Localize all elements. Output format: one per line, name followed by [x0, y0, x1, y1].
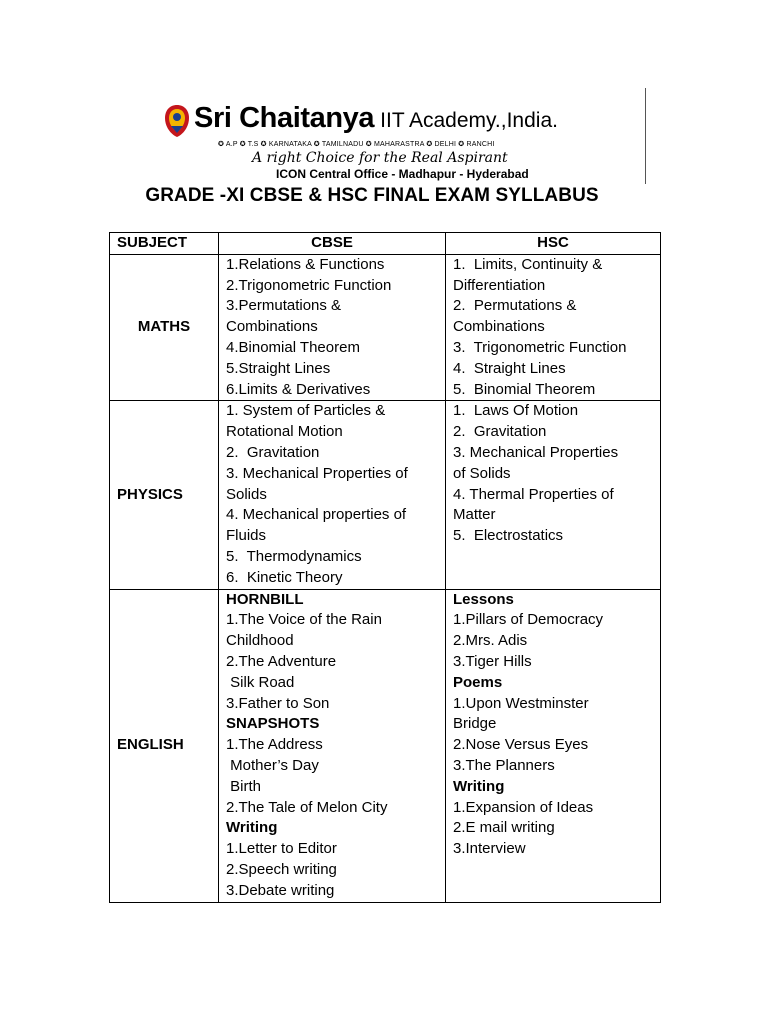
header-hsc: HSC	[446, 233, 661, 255]
subject-physics: PHYSICS	[110, 401, 219, 589]
list-item: 2. Gravitation	[453, 423, 547, 441]
list-item: 3.Father to Son	[226, 694, 330, 712]
list-item: 3.Interview	[453, 840, 526, 858]
list-item: 4. Straight Lines	[453, 359, 566, 377]
list-item: Childhood	[226, 632, 294, 650]
subject-maths: MATHS	[110, 254, 219, 401]
list-item: 6.Limits & Derivatives	[226, 380, 371, 398]
subject-english: ENGLISH	[110, 589, 219, 902]
list-item: 1.Pillars of Democracy	[453, 611, 604, 629]
list-item: 1.The Address	[226, 736, 323, 754]
list-item: 4.Binomial Theorem	[226, 338, 360, 356]
cbse-maths-cell	[219, 254, 446, 401]
section-heading: SNAPSHOTS	[226, 715, 320, 733]
list-item: 5. Binomial Theorem	[453, 380, 596, 398]
cbse-physics-cell	[219, 401, 446, 589]
table-row	[110, 589, 661, 902]
list-item: Differentiation	[453, 276, 546, 294]
table-header-row	[110, 233, 661, 255]
list-item: Solids	[226, 485, 267, 503]
list-item: 3.Tiger Hills	[453, 652, 532, 670]
list-item: 4. Thermal Properties of	[453, 485, 614, 503]
section-heading: HORNBILL	[226, 590, 304, 608]
list-item: 1. Laws Of Motion	[453, 402, 579, 420]
list-item: 1.Expansion of Ideas	[453, 798, 594, 816]
branch-locations: ✪ A.P ✪ T.S ✪ KARNATAKA ✪ TAMILNADU ✪ MAHARASTRA ✪ DELHI ✪ RANCHI	[218, 141, 495, 148]
table-row	[110, 401, 661, 589]
brand-suffix: IIT Academy.,India.	[380, 109, 558, 132]
header-cbse: CBSE	[219, 233, 446, 255]
list-item: 2.The Adventure	[226, 652, 337, 670]
table-row	[110, 254, 661, 401]
list-item: 3. Mechanical Properties of	[226, 464, 408, 482]
list-item: 3.Debate writing	[226, 881, 335, 899]
header-subject: SUBJECT	[110, 233, 219, 255]
list-item: 1.Letter to Editor	[226, 840, 337, 858]
section-heading: Writing	[226, 819, 278, 837]
list-item: Fluids	[226, 527, 267, 545]
list-item: 5. Electrostatics	[453, 527, 564, 545]
list-item: Mother’s Day	[226, 756, 319, 774]
list-item: Matter	[453, 506, 496, 524]
list-item: 2.Speech writing	[226, 860, 337, 878]
list-item: 2. Permutations &	[453, 297, 577, 315]
list-item: Combinations	[453, 318, 545, 336]
list-item: Rotational Motion	[226, 423, 343, 441]
hsc-english-cell	[446, 589, 661, 902]
list-item: 1.The Voice of the Rain	[226, 611, 382, 629]
list-item: 2.E mail writing	[453, 819, 555, 837]
hsc-maths-cell	[446, 254, 661, 401]
list-item: 4. Mechanical properties of	[226, 506, 407, 524]
header-logo-block	[160, 98, 580, 184]
list-item: 2.Nose Versus Eyes	[453, 736, 589, 754]
list-item: 2. Gravitation	[226, 443, 320, 461]
list-item: Silk Road	[226, 673, 295, 691]
list-item: 6. Kinetic Theory	[226, 568, 343, 586]
sri-chaitanya-emblem-icon	[164, 104, 190, 138]
list-item: 3.Permutations &	[226, 297, 342, 315]
list-item: 1. Limits, Continuity &	[453, 255, 603, 273]
brand-name: Sri Chaitanya	[194, 102, 375, 134]
list-item: 2.Mrs. Adis	[453, 632, 528, 650]
list-item: 1. System of Particles &	[226, 402, 386, 420]
list-item: 1.Upon Westminster	[453, 694, 589, 712]
syllabus-table	[109, 232, 661, 903]
central-office: ICON Central Office - Madhapur - Hyderabad	[276, 167, 529, 181]
list-item: of Solids	[453, 464, 511, 482]
list-item: Bridge	[453, 715, 497, 733]
section-heading: Poems	[453, 673, 503, 691]
cbse-english-cell	[219, 589, 446, 902]
section-heading: Lessons	[453, 590, 514, 608]
list-item: 3. Mechanical Properties	[453, 443, 619, 461]
list-item: 3.The Planners	[453, 756, 555, 774]
list-item: 3. Trigonometric Function	[453, 338, 627, 356]
list-item: 2.Trigonometric Function	[226, 276, 392, 294]
hsc-physics-cell	[446, 401, 661, 589]
list-item: 1.Relations & Functions	[226, 255, 385, 273]
list-item: 5. Thermodynamics	[226, 547, 362, 565]
list-item: Birth	[226, 777, 262, 795]
list-item: 2.The Tale of Melon City	[226, 798, 388, 816]
list-item: 5.Straight Lines	[226, 359, 331, 377]
brand-line	[194, 102, 558, 135]
section-heading: Writing	[453, 777, 505, 795]
vertical-divider	[645, 88, 646, 184]
list-item: Combinations	[226, 318, 318, 336]
page-title: GRADE -XI CBSE & HSC FINAL EXAM SYLLABUS	[145, 185, 599, 206]
tagline: A right Choice for the Real Aspirant	[252, 150, 508, 166]
